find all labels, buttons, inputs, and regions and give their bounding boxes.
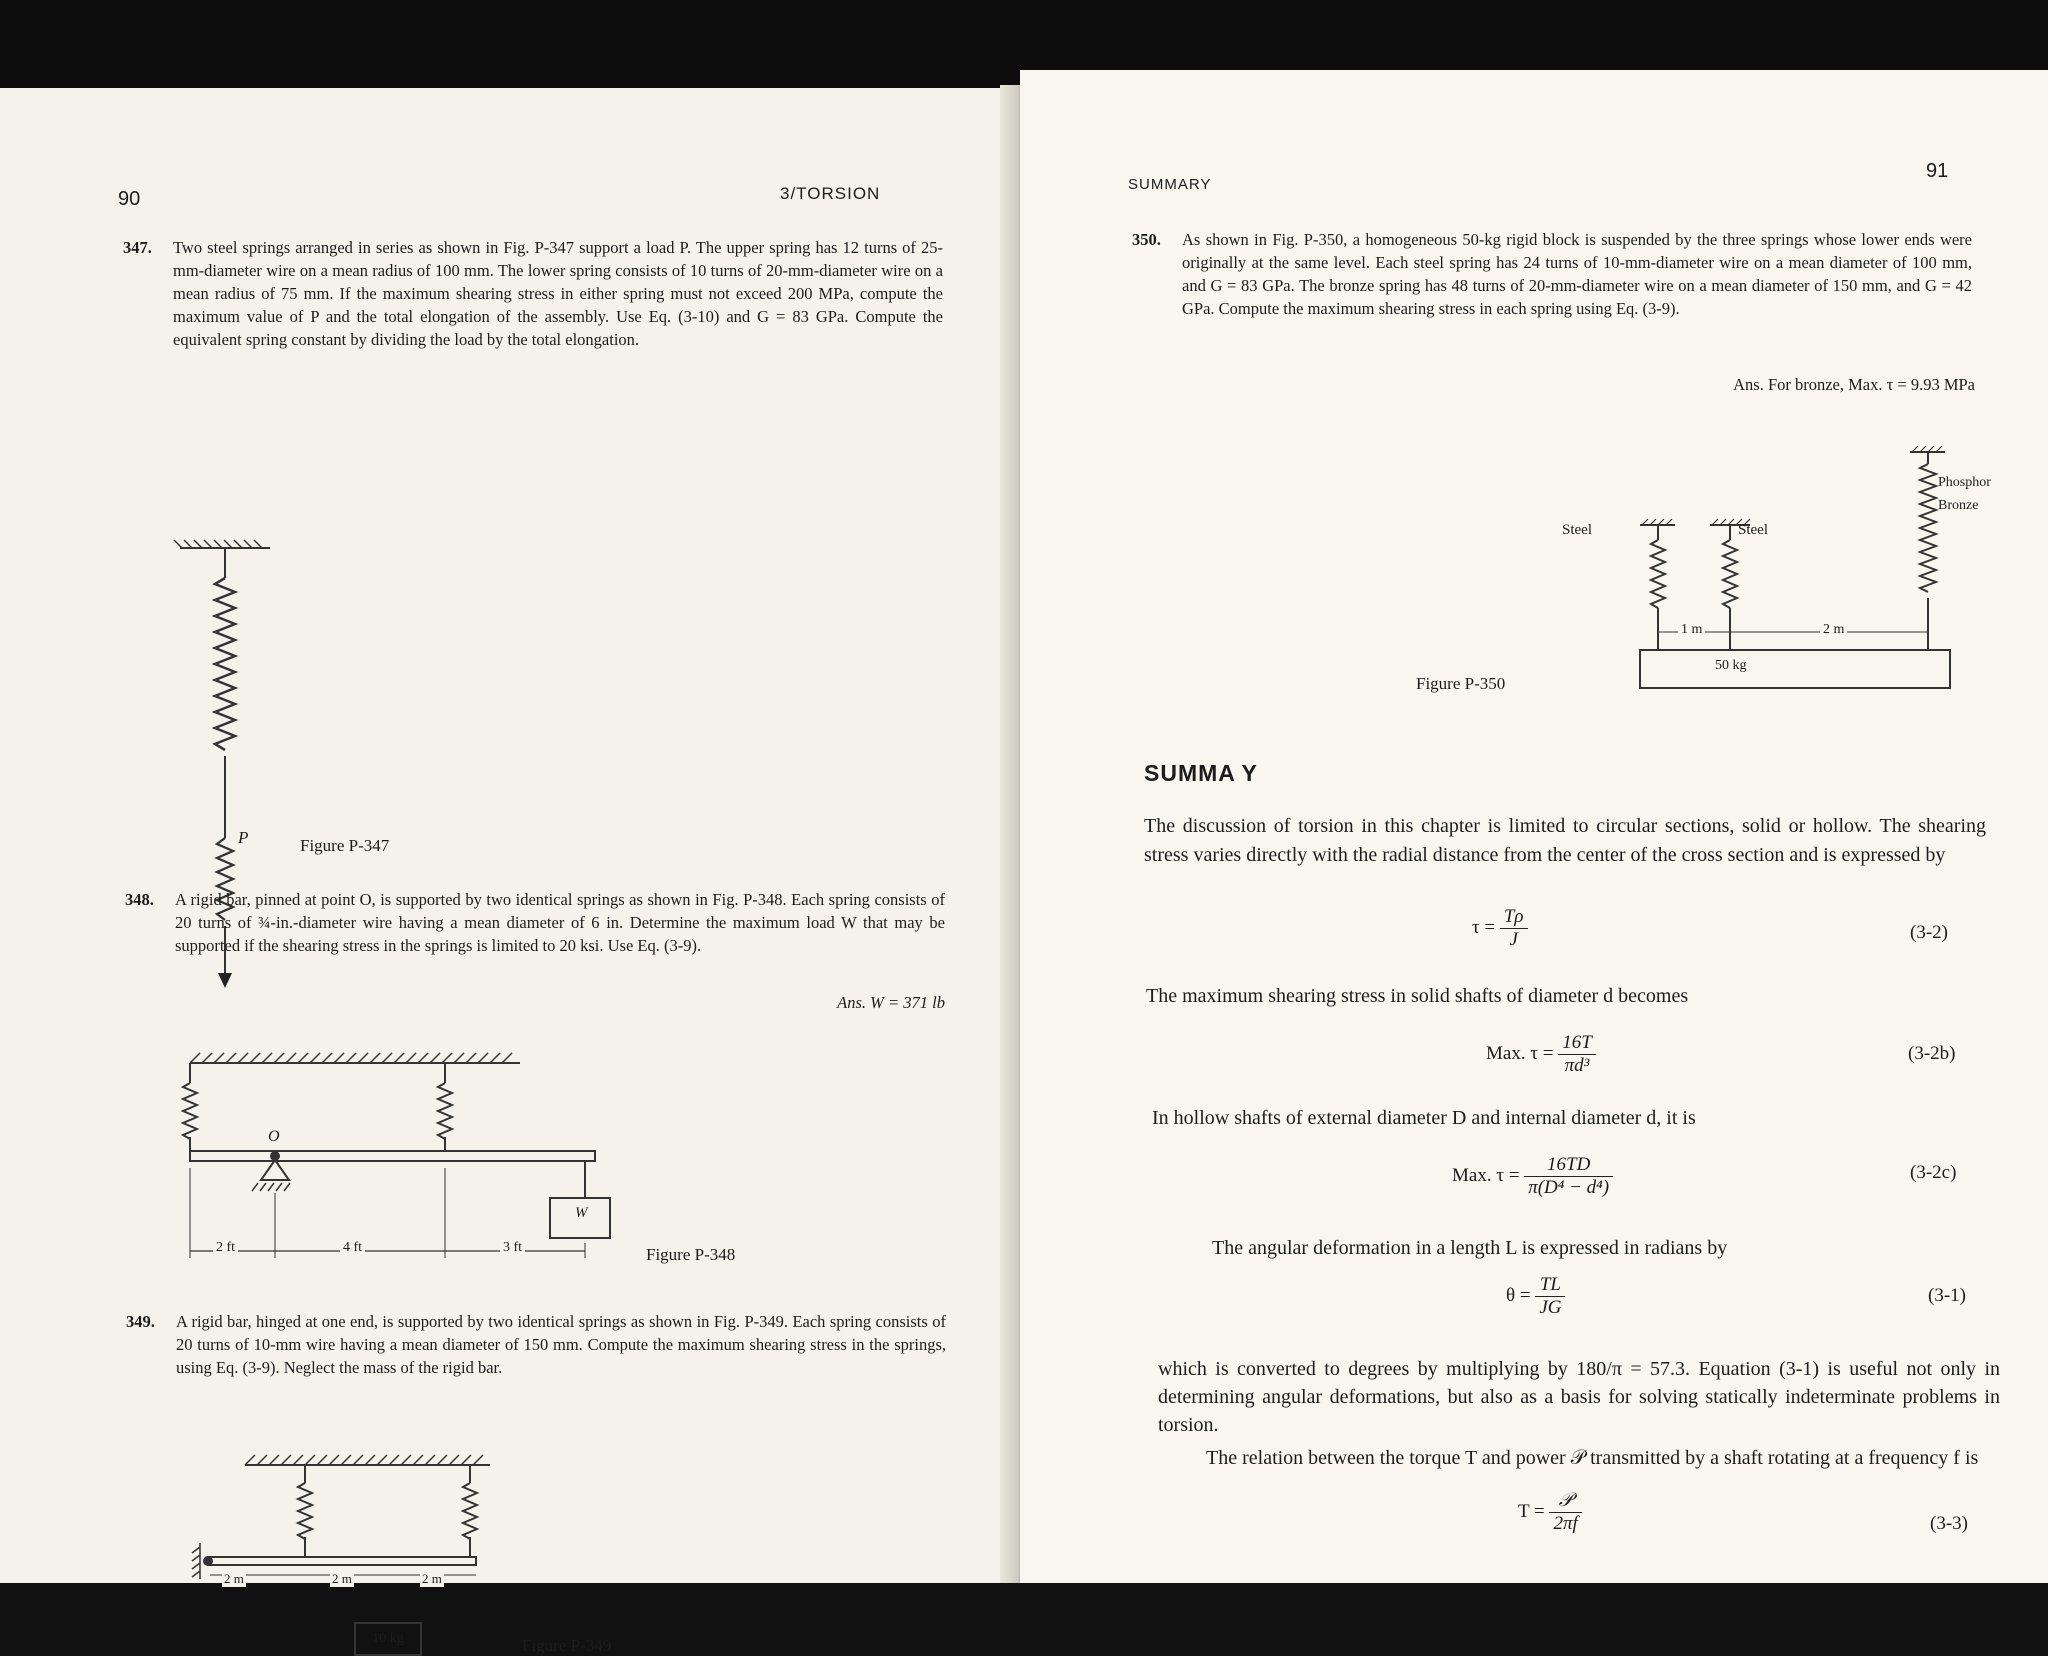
bronze-spring	[1920, 464, 1936, 592]
right-page	[1020, 70, 2048, 1583]
dim-label: 3 ft	[500, 1240, 525, 1256]
problem-349	[126, 1310, 946, 1379]
load-label-p: P	[238, 828, 249, 847]
rigid-block	[1640, 650, 1950, 688]
equation-lhs: θ =	[1506, 1284, 1531, 1306]
pin-label-o: O	[268, 1128, 280, 1145]
figure-caption: Figure P-349	[522, 1636, 612, 1655]
problem-number: 350.	[1132, 230, 1161, 249]
spring-label: Steel	[1562, 522, 1592, 538]
problem-text: As shown in Fig. P-350, a homogeneous 50-kg rigid block is suspended by the three springs whose lower ends were originally at the same level. Each steel spring has 24 turns of 10-mm-diameter wire on a mean diameter of 100 mm, and G = 83 GPa. The bronze spring has 48 turns of 20-mm-diameter wire on a mean diameter of 150 mm, and G = 42 GPa. Compute the maximum shearing stress in each spring using Eq. (3-9).	[1182, 230, 1972, 318]
running-head: SUMMARY	[1128, 176, 1212, 193]
hinge-wall	[192, 1543, 200, 1579]
problem-text: Two steel springs arranged in series as shown in Fig. P-347 support a load P. The upper spring has 12 turns of 25-mm-diameter wire on a mean radius of 100 mm. The lower spring consists of 10 turns of 20-mm-diameter wire on a mean radius of 75 mm. If the maximum shearing stress in either spring must not exceed 200 MPa, compute the maximum value of P and the total elongation of the assembly. Use Eq. (3-10) and G = 83 GPa. Compute the equivalent spring constant by dividing the load by the total elongation.	[173, 238, 943, 349]
problem-348	[125, 888, 945, 957]
equation	[1486, 1032, 1596, 1077]
spring-two	[463, 1483, 477, 1539]
spring-label: Steel	[1738, 522, 1768, 538]
problem-text: A rigid bar, hinged at one end, is supported by two identical springs as shown in Fig. P-349. Each spring consists of 20 turns of 10-mm wire having a mean diameter of 150 mm. Compute the maximum shearing stress in the springs, using Eq. (3-9). Neglect the mass of the rigid bar.	[176, 1312, 946, 1377]
page-number: 90	[118, 188, 141, 210]
mass-label: 50 kg	[1715, 658, 1747, 673]
equation	[1472, 906, 1528, 951]
dim-label: 2 m	[422, 1571, 442, 1586]
running-head: 3/TORSION	[780, 184, 881, 203]
spring-label: Phosphor	[1938, 475, 1991, 490]
mass-box: 10 kg	[354, 1622, 422, 1656]
figure-caption: Figure P-348	[646, 1245, 736, 1264]
dim-label: 2 m	[332, 1571, 352, 1586]
figure-p349	[190, 1443, 520, 1583]
load-arrow	[218, 973, 232, 988]
problem-text: A rigid bar, pinned at point O, is supported by two identical springs as shown in Fig. P-348. Each spring consists of 20 turns of ¾-in.-diameter wire having a mean diameter of 6 in. Determine the maximum load W that may be supported if the shearing stress in the springs is limited to 20 ksi. Use Eq. (3-9).	[175, 890, 945, 955]
problem-350	[1132, 228, 1972, 320]
spring-one	[298, 1483, 312, 1539]
equation-tag: (3-2b)	[1908, 1043, 1956, 1064]
figure-caption: Figure P-350	[1416, 674, 1506, 693]
equation-tag: (3-2)	[1910, 922, 1948, 943]
equation-lhs: Max. τ =	[1452, 1164, 1520, 1186]
problem-347	[123, 236, 943, 351]
right-spring	[438, 1083, 452, 1139]
section-title: SUMMA Y	[1144, 760, 1258, 786]
dim-label: 2 m	[1820, 622, 1847, 638]
rigid-bar	[208, 1557, 476, 1565]
equation-tag: (3-2c)	[1910, 1162, 1957, 1183]
summary-paragraph: The angular deformation in a length L is expressed in radians by	[1212, 1237, 1728, 1259]
rigid-bar	[190, 1151, 595, 1161]
summary-paragraph: which is converted to degrees by multiplying by 180/π = 57.3. Equation (3-1) is useful not only in determining angular deformations, but also as a basis for solving statically indeterminate problems in torsion.	[1158, 1358, 2000, 1436]
fraction: $\frac{T\rho}{J}$	[1500, 906, 1528, 951]
left-spring	[183, 1083, 197, 1139]
fraction: $\frac{16T}{\text{πd³}}$	[1558, 1032, 1596, 1077]
equation	[1518, 1490, 1582, 1535]
middle-steel-spring	[1723, 540, 1737, 608]
left-page	[0, 88, 1020, 1655]
equation-tag: (3-3)	[1930, 1513, 1968, 1534]
equation-lhs: Max. τ =	[1486, 1042, 1554, 1064]
equation	[1452, 1154, 1613, 1199]
summary-paragraph: The discussion of torsion in this chapter is limited to circular sections, solid or hollow. The shearing stress varies directly with the radial distance from the center of the cross section and is expressed by	[1144, 815, 1986, 866]
summary-paragraph: The maximum shearing stress in solid shafts of diameter d becomes	[1146, 985, 1689, 1007]
figure-caption: Figure P-347	[300, 836, 390, 855]
answer: Ans. For bronze, Max. τ = 9.93 MPa	[1733, 375, 1975, 394]
summary-paragraph: The relation between the torque T and power 𝒫 transmitted by a shaft rotating at a frequency f is	[1206, 1447, 1979, 1469]
dim-label: 2 ft	[213, 1240, 238, 1256]
dim-label: 1 m	[1678, 622, 1705, 638]
problem-number: 348.	[125, 890, 154, 909]
dim-label: 4 ft	[340, 1240, 365, 1256]
page-number: 91	[1926, 160, 1949, 182]
figure-p348	[160, 1033, 660, 1268]
summary-paragraph: In hollow shafts of external diameter D and internal diameter d, it is	[1152, 1107, 1696, 1129]
ceiling-hatch	[174, 540, 262, 548]
upper-spring	[215, 578, 235, 750]
equation-tag: (3-1)	[1928, 1285, 1966, 1306]
problem-number: 349.	[126, 1312, 155, 1331]
equation-lhs: T =	[1518, 1500, 1545, 1522]
fraction: $\frac{\text{𝒫}}{2\pi f}$	[1549, 1490, 1581, 1535]
weight-label: W	[575, 1205, 588, 1221]
fraction: $\frac{16TD}{\text{π(D⁴ − d⁴)}}$	[1524, 1154, 1613, 1199]
spring-label: Bronze	[1938, 498, 1979, 513]
fraction: $\frac{TL}{JG}$	[1535, 1274, 1565, 1319]
figure-p347	[160, 448, 460, 868]
problem-number: 347.	[123, 238, 152, 257]
dim-label: 2 m	[224, 1571, 244, 1586]
equation-lhs: τ =	[1472, 916, 1496, 938]
equation	[1506, 1274, 1565, 1319]
left-steel-spring	[1651, 540, 1665, 608]
answer: Ans. W = 371 lb	[837, 993, 945, 1012]
